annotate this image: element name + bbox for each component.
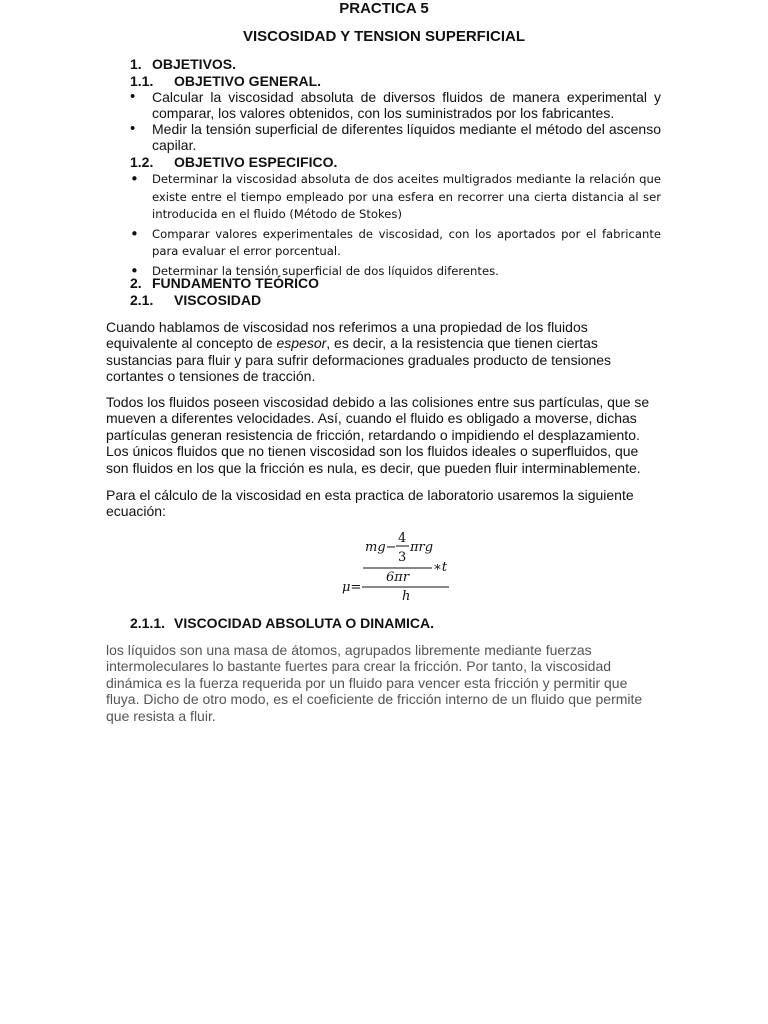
formula-mu: μ= (342, 580, 362, 595)
formula-mg-minus: mg− (365, 540, 397, 555)
section-specific-objective-heading (130, 154, 337, 170)
section-number: 1.1. (130, 73, 154, 89)
section-general-objective-heading (130, 73, 321, 89)
section-theory-heading (130, 275, 319, 291)
document-subtitle: VISCOSIDAD Y TENSION SUPERFICIAL (243, 28, 525, 45)
paragraph-viscosity-definition (106, 319, 661, 385)
section-viscosity-heading (130, 292, 261, 308)
section-objectives-heading (130, 56, 236, 72)
formula-frac-denominator: 3 (398, 550, 407, 565)
general-objectives-list (128, 89, 661, 153)
formula-times-t: ∗t (433, 560, 448, 575)
list-item: • Comparar valores experimentales de viscosidad, con los aportados por el fabricante para evaluar el error porcentual. (128, 226, 661, 261)
section-number: 2.1.1. (130, 615, 166, 631)
section-label: OBJETIVO ESPECIFICO. (174, 154, 338, 170)
formula-frac-numerator: 4 (398, 531, 407, 546)
formula-pi-r-g: πrg (410, 540, 434, 555)
emphasized-term: espesor (276, 335, 327, 352)
specific-objectives-list (128, 171, 661, 280)
paragraph-dynamic-viscosity: los líquidos son una masa de átomos, agrupados libremente mediante fuerzas intermoleculares lo bastante fuertes para crear la fricción. Por tanto, la viscosidad dinámica es la fuerza requerida por un fluido para vencer esta fricción y permitir que fluya. Dicho de otro modo, es el coeficiente de fricción interno de un fluido que permite que resista a fluir. (106, 642, 643, 724)
paragraph-equation-intro: Para el cálculo de la viscosidad en esta practica de laboratorio usaremos la siguiente ecuación: (106, 487, 634, 520)
section-label: OBJETIVO GENERAL. (174, 73, 322, 89)
section-number: 1.2. (130, 154, 154, 170)
list-item: • Medir la tensión superficial de diferentes líquidos mediante el método del ascenso capilar. (128, 121, 661, 153)
list-item: • Calcular la viscosidad absoluta de diversos fluidos de manera experimental y comparar, los valores obtenidos, con los suministrados por los fabricantes. (128, 89, 661, 121)
paragraph-viscosity-cause: Todos los fluidos poseen viscosidad debido a las colisiones entre sus partículas, que se mueven a diferentes velocidades. Así, cuando el fluido es obligado a moverse, dichas partículas generan resistencia de fricción, retardando o impidiendo el desplazamiento. Los únicos fluidos que no tienen viscosidad son los fluidos ideales o superfluidos, que son fluidos en los que la fricción es nula, es decir, que pueden fluir interminablemente. (106, 394, 650, 476)
section-label: VISCOCIDAD ABSOLUTA O DINAMICA. (174, 615, 435, 631)
section-number: 2. (130, 275, 142, 291)
list-item: • Determinar la tensión superficial de dos líquidos diferentes. (128, 263, 661, 281)
section-label: OBJETIVOS. (152, 56, 237, 72)
section-number: 2.1. (130, 292, 154, 308)
formula-six-pi-r: 6πr (386, 570, 410, 585)
paragraph-text: Cuando hablamos de viscosidad nos referimos a una propiedad de los fluidos equivalente al concepto de (106, 319, 588, 352)
list-item: • Determinar la viscosidad absoluta de dos aceites multigrados mediante la relación que existe entre el tiempo empleado por una esfera en recorrer una cierta distancia al ser introducida en el fluido (Método de Stokes) (128, 171, 661, 224)
paragraph-text: , es decir, a la resistencia que tienen ciertas sustancias para fluir y para sufrir deformaciones graduales producto de tensiones cortantes o tensiones de tracción. (106, 335, 612, 385)
section-label: VISCOSIDAD (174, 292, 262, 308)
document-title: PRACTICA 5 (339, 0, 429, 17)
section-label: FUNDAMENTO TEÓRICO (152, 275, 319, 291)
section-number: 1. (130, 56, 142, 72)
section-dynamic-viscosity-heading (130, 615, 434, 631)
formula-h: h (402, 589, 411, 604)
